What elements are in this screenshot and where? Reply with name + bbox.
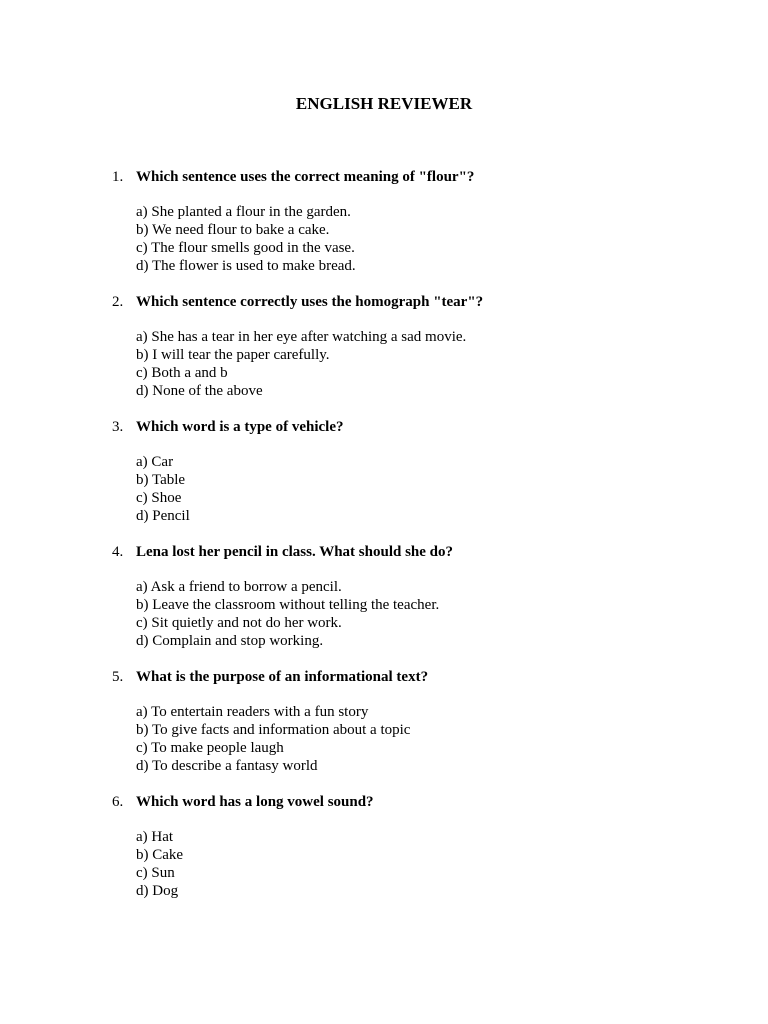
answer-options xyxy=(136,453,190,525)
answer-option: b) I will tear the paper carefully. xyxy=(136,347,330,363)
answer-options xyxy=(136,203,356,275)
question-number: 6. xyxy=(112,794,124,810)
answer-option: d) Pencil xyxy=(136,508,190,524)
answer-option: d) Dog xyxy=(136,883,179,899)
question-3 xyxy=(0,417,768,542)
question-text: Which word has a long vowel sound? xyxy=(136,794,374,810)
question-list xyxy=(0,167,768,917)
answer-options xyxy=(136,703,410,775)
question-text: Lena lost her pencil in class. What should she do? xyxy=(136,544,454,560)
page-title: ENGLISH REVIEWER xyxy=(295,94,473,113)
answer-option: c) Both a and b xyxy=(136,365,228,381)
answer-option: a) She has a tear in her eye after watching a sad movie. xyxy=(136,329,467,345)
answer-option: c) The flour smells good in the vase. xyxy=(136,240,355,256)
question-number: 1. xyxy=(112,169,124,185)
answer-option: d) To describe a fantasy world xyxy=(136,758,318,774)
answer-options xyxy=(136,328,466,400)
question-1 xyxy=(0,167,768,292)
answer-option: b) We need flour to bake a cake. xyxy=(136,222,330,238)
question-text: Which sentence correctly uses the homograph "tear"? xyxy=(136,294,484,310)
question-text: Which sentence uses the correct meaning of "flour"? xyxy=(136,169,475,185)
answer-option: c) Sit quietly and not do her work. xyxy=(136,615,342,631)
answer-options xyxy=(136,828,183,900)
answer-option: c) Shoe xyxy=(136,490,182,506)
answer-option: a) To entertain readers with a fun story xyxy=(136,704,369,720)
question-6 xyxy=(0,792,768,917)
answer-option: b) To give facts and information about a topic xyxy=(136,722,411,738)
question-text: Which word is a type of vehicle? xyxy=(136,419,344,435)
question-number: 5. xyxy=(112,669,124,685)
answer-option: a) Ask a friend to borrow a pencil. xyxy=(136,579,342,595)
question-number: 2. xyxy=(112,294,124,310)
answer-option: c) Sun xyxy=(136,865,175,881)
answer-option: a) Hat xyxy=(136,829,174,845)
answer-option: a) She planted a flour in the garden. xyxy=(136,204,351,220)
answer-option: d) Complain and stop working. xyxy=(136,633,324,649)
question-number: 3. xyxy=(112,419,124,435)
answer-option: a) Car xyxy=(136,454,174,470)
answer-option: c) To make people laugh xyxy=(136,740,284,756)
answer-options xyxy=(136,578,439,650)
question-2 xyxy=(0,292,768,417)
question-number: 4. xyxy=(112,544,124,560)
answer-option: b) Cake xyxy=(136,847,184,863)
answer-option: b) Leave the classroom without telling the teacher. xyxy=(136,597,440,613)
answer-option: d) None of the above xyxy=(136,383,263,399)
answer-option: b) Table xyxy=(136,472,186,488)
question-text: What is the purpose of an informational text? xyxy=(136,669,429,685)
answer-option: d) The flower is used to make bread. xyxy=(136,258,356,274)
question-4 xyxy=(0,542,768,667)
question-5 xyxy=(0,667,768,792)
